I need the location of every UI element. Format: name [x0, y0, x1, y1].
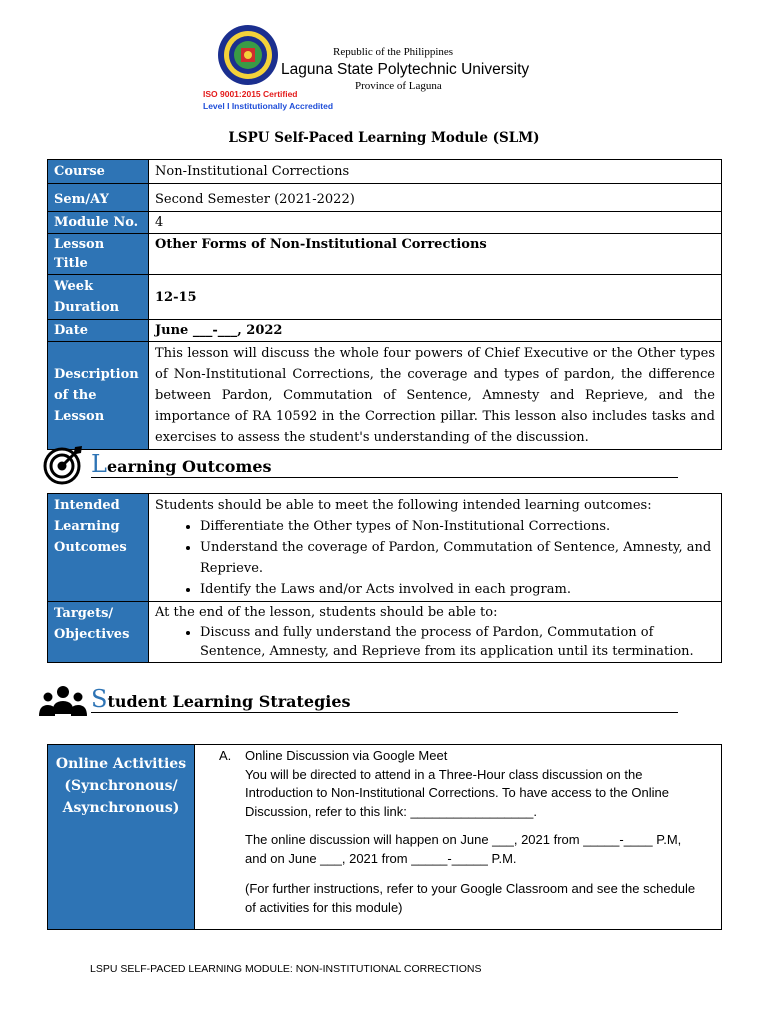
course-label: Course	[48, 160, 149, 184]
intended-outcomes-cell	[149, 494, 722, 602]
people-group-icon	[38, 684, 88, 718]
week-duration-label: Week Duration	[48, 275, 149, 320]
strategies-table	[47, 744, 722, 930]
description-label: Description of the Lesson	[48, 342, 149, 450]
strategies-heading	[91, 685, 351, 713]
description-value: This lesson will discuss the whole four powers of Chief Executive or the Other types of Non-Institutional Corrections, the coverage and types of pardon, the difference between Pardon, Commutation of Sentence, Amnesty and Reprieve, and the importance of RA 10592 in the Correction pillar. This lesson also includes tasks and exercises to assess the student's understanding of the discussion.	[149, 342, 722, 450]
targets-label: Targets/ Objectives	[48, 602, 149, 663]
target-icon	[42, 444, 84, 486]
university-seal-icon	[217, 24, 279, 86]
university-name: Laguna State Polytechnic University	[281, 61, 530, 78]
item-paragraph-3: (For further instructions, refer to your Google Classroom and see the schedule of activities for this module)	[245, 881, 696, 915]
province-text: Province of Laguna	[355, 80, 442, 92]
list-item: • Understand the coverage of Pardon, Commutation of Sentence, Amnesty, and Reprieve.	[200, 537, 715, 579]
targets-list	[155, 623, 715, 661]
lesson-title-value: Other Forms of Non-Institutional Corrections	[149, 234, 722, 275]
sem-value: Second Semester (2021-2022)	[149, 184, 722, 212]
intended-outcomes-label: Intended Learning Outcomes	[48, 494, 149, 602]
heading-rest: tudent Learning Strategies	[107, 692, 351, 711]
date-value: June ___-___, 2022	[149, 320, 722, 342]
module-value: 4	[149, 212, 722, 234]
week-duration-value: 12-15	[149, 275, 722, 320]
module-label: Module No.	[48, 212, 149, 234]
iso-certification: ISO 9001:2015 Certified	[203, 89, 298, 99]
intended-list	[155, 516, 715, 600]
course-info-table	[47, 159, 722, 450]
accreditation-text: Level I Institutionally Accredited	[203, 101, 334, 111]
intended-intro: Students should be able to meet the following intended learning outcomes:	[155, 498, 652, 513]
list-item: • Differentiate the Other types of Non-Institutional Corrections.	[200, 516, 715, 537]
heading-rest: earning Outcomes	[106, 457, 272, 476]
online-activities-cell	[195, 745, 722, 930]
learning-outcomes-table	[47, 493, 722, 663]
item-title: Online Discussion via Google Meet	[245, 748, 448, 763]
online-activities-label: Online Activities (Synchronous/ Asynchronous)	[48, 745, 195, 930]
sem-label: Sem/AY	[48, 184, 149, 212]
list-item: • Identify the Laws and/or Acts involved in each program.	[200, 579, 715, 600]
item-paragraph-2: The online discussion will happen on June ___, 2021 from _____-____ P.M, and on June ___, 2021 from _____-_____ P.M.	[245, 832, 682, 866]
item-letter: A.	[219, 748, 232, 763]
course-value: Non-Institutional Corrections	[149, 160, 722, 184]
heading-initial: S	[91, 685, 108, 713]
heading-initial: L	[91, 450, 107, 478]
learning-outcomes-heading	[91, 450, 272, 478]
targets-intro: At the end of the lesson, students should be able to:	[155, 605, 498, 620]
date-label: Date	[48, 320, 149, 342]
heading-underline	[91, 477, 678, 478]
heading-underline	[91, 712, 678, 713]
republic-text: Republic of the Philippines	[333, 46, 454, 58]
page-footer: LSPU SELF-PACED LEARNING MODULE: NON-INSTITUTIONAL CORRECTIONS	[90, 963, 482, 975]
lesson-title-label: Lesson Title	[48, 234, 149, 275]
list-item: • Discuss and fully understand the process of Pardon, Commutation of Sentence, Amnesty, and Reprieve from its application until its termination.	[200, 623, 715, 661]
targets-cell	[149, 602, 722, 663]
item-paragraph-1: You will be directed to attend in a Three-Hour class discussion on the Introduction to Non-Institutional Corrections. To have access to the Online Discussion, refer to this link: _________________.	[245, 766, 669, 819]
document-title: LSPU Self-Paced Learning Module (SLM)	[228, 130, 540, 146]
